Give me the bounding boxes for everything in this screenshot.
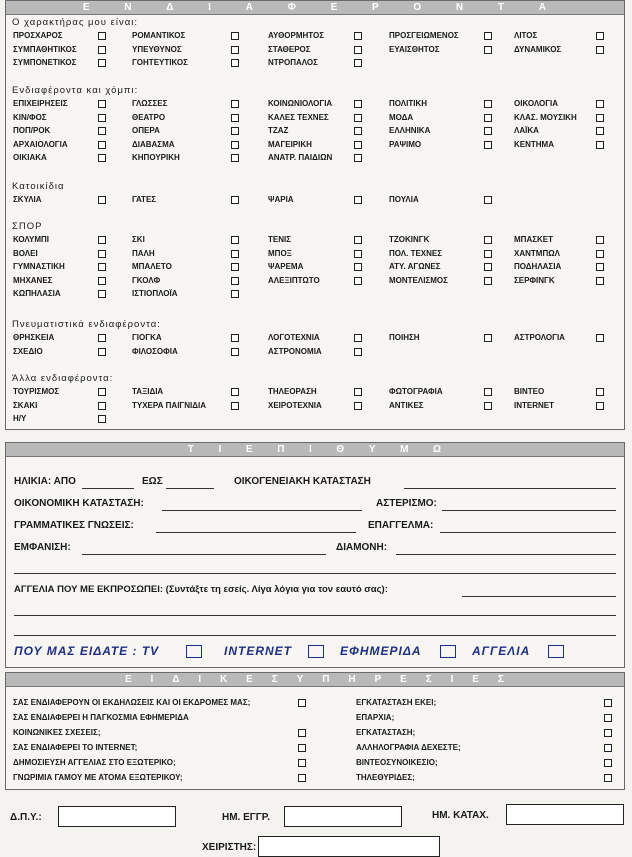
group-heading: Κατοικίδια: [12, 181, 65, 192]
services-band-letter: Ε: [246, 674, 254, 685]
interest-label: ΓΟΗΤΕΥΤΙΚΟΣ: [132, 58, 188, 67]
interest-checkbox[interactable]: [596, 46, 604, 54]
internet-checkbox[interactable]: [308, 645, 324, 658]
seeking-band-letter: Π: [277, 444, 286, 455]
interest-label: ΒΟΛΕΙ: [13, 248, 38, 258]
interest-checkbox[interactable]: [354, 59, 362, 67]
interest-label: ΚΕΝΤΗΜΑ: [514, 139, 554, 149]
handler-box[interactable]: [258, 836, 440, 857]
blank-line-1[interactable]: [14, 573, 616, 574]
interest-checkbox[interactable]: [98, 250, 106, 258]
services-band-letter: Σ: [425, 674, 433, 685]
reg-date-label: ΗΜ. ΕΓΓΡ.: [222, 812, 270, 823]
interest-checkbox[interactable]: [484, 141, 492, 149]
interest-checkbox[interactable]: [484, 127, 492, 135]
service-label: ΓΝΩΡΙΜΙΑ ΓΑΜΟΥ ΜΕ ΑΤΟΜΑ ΕΞΩΤΕΡΙΚΟΥ;: [13, 773, 183, 782]
interest-label: ΧΑΝΤΜΠΩΛ: [514, 248, 560, 258]
interest-checkbox[interactable]: [98, 114, 106, 122]
interest-checkbox[interactable]: [484, 388, 492, 396]
interest-label: ΚΟΙΝΩΝΙΟΛΟΓΙΑ: [268, 99, 333, 108]
service-label: ΤΗΛΕΘΥΡΙΔΕΣ;: [356, 773, 415, 782]
seeking-band: [6, 443, 624, 457]
residence-line[interactable]: [396, 554, 616, 555]
interest-checkbox[interactable]: [354, 32, 362, 40]
services-band-letter: Ρ: [374, 674, 383, 685]
interest-label: ΓΥΜΝΑΣΤΙΚΗ: [13, 262, 65, 271]
interest-label: ΣΧΕΔΙΟ: [13, 346, 43, 356]
interest-label: ΣΥΜΠΟΝΕΤΙΚΟΣ: [13, 58, 77, 67]
interest-checkbox[interactable]: [596, 388, 604, 396]
interest-label: ΑΝΤΙΚΕΣ: [389, 400, 424, 410]
interests-band-letter: Α: [538, 2, 547, 13]
interest-checkbox[interactable]: [98, 415, 106, 423]
interest-checkbox[interactable]: [596, 127, 604, 135]
interest-label: ΜΠΑΣΚΕΤ: [514, 235, 554, 244]
interest-checkbox[interactable]: [231, 127, 239, 135]
interest-checkbox[interactable]: [231, 290, 239, 298]
interest-checkbox[interactable]: [98, 141, 106, 149]
services-band-letter: Ι: [450, 674, 455, 685]
interest-label: ΟΙΚΟΛΟΓΙΑ: [514, 99, 559, 108]
interest-checkbox[interactable]: [354, 154, 362, 162]
interests-band-letter: Ν: [455, 2, 465, 13]
special-services-band: [6, 673, 624, 687]
seeking-band-letter: Μ: [400, 444, 410, 455]
service-checkbox[interactable]: [298, 699, 306, 707]
interests-section: [5, 0, 625, 430]
services-band-letter: Ε: [472, 674, 480, 685]
interest-label: ΕΥΑΙΣΘΗΤΟΣ: [389, 44, 440, 54]
services-band-letter: Σ: [271, 674, 279, 685]
interest-label: ΠΡΟΣΓΕΙΩΜΕΝΟΣ: [389, 31, 459, 40]
interest-label: ΜΑΓΕΙΡΙΚΗ: [268, 139, 312, 149]
interest-label: ΚΟΛΥΜΠΙ: [13, 235, 50, 244]
interest-checkbox[interactable]: [98, 154, 106, 162]
interest-checkbox[interactable]: [98, 402, 106, 410]
group-heading: ΣΠΟΡ: [12, 221, 43, 232]
interest-checkbox[interactable]: [596, 250, 604, 258]
interest-label: ΤΖΑΖ: [268, 126, 289, 135]
interest-checkbox[interactable]: [354, 114, 362, 122]
interest-checkbox[interactable]: [354, 46, 362, 54]
interest-label: ΤΕΝΙΣ: [268, 235, 292, 244]
services-band-letter: Υ: [296, 674, 305, 685]
interest-label: ΑΥΘΟΡΜΗΤΟΣ: [268, 31, 325, 40]
interest-label: ΡΑΨΙΜΟ: [389, 139, 422, 149]
interest-label: ΚΛΑΣ. ΜΟΥΣΙΚΗ: [514, 112, 577, 122]
service-label: ΣΑΣ ΕΝΔΙΑΦΕΡΕΙ Η ΠΑΓΚΟΣΜΙΑ ΕΦΗΜΕΡΙΔΑ: [13, 713, 189, 722]
seeking-band-letter: Ε: [245, 444, 254, 455]
service-label: ΕΓΚΑΤΑΣΤΑΣΗ ΕΚΕΙ;: [356, 698, 437, 707]
service-label: ΕΠΑΡΧΙΑ;: [356, 713, 395, 722]
service-checkbox[interactable]: [298, 774, 306, 782]
interest-label: ΙΣΤΙΟΠΛΟΪΑ: [132, 289, 178, 298]
interest-label: ΥΠΕΥΘΥΝΟΣ: [132, 44, 182, 54]
interest-checkbox[interactable]: [98, 388, 106, 396]
interest-checkbox[interactable]: [354, 236, 362, 244]
education-label: ΓΡΑΜΜΑΤΙΚΕΣ ΓΝΩΣΕΙΣ:: [14, 520, 134, 531]
service-checkbox[interactable]: [298, 759, 306, 767]
interest-checkbox[interactable]: [484, 100, 492, 108]
services-band-letter: Π: [322, 674, 331, 685]
service-checkbox[interactable]: [604, 744, 612, 752]
service-label: ΒΙΝΤΕΟΣΥΝΟΙΚΕΣΙΟ;: [356, 758, 438, 767]
age-to-line[interactable]: [166, 488, 214, 489]
interest-checkbox[interactable]: [484, 46, 492, 54]
interests-band-letter: Ε: [82, 2, 91, 13]
group-heading: Ενδιαφέροντα και χόμπι:: [12, 85, 139, 96]
age-to-label: ΕΩΣ: [142, 476, 163, 487]
newspaper-label: ΕΦΗΜΕΡΙΔΑ: [340, 644, 422, 658]
services-band-letter: Ι: [198, 674, 203, 685]
zodiac-line[interactable]: [442, 510, 616, 511]
special-services-section: [5, 672, 625, 790]
interest-checkbox[interactable]: [596, 100, 604, 108]
services-band-letter: Σ: [497, 674, 505, 685]
interest-checkbox[interactable]: [354, 388, 362, 396]
interest-label: ΤΖΟΚΙΝΓΚ: [389, 235, 430, 244]
interest-checkbox[interactable]: [484, 334, 492, 342]
interest-checkbox[interactable]: [231, 114, 239, 122]
interest-checkbox[interactable]: [354, 141, 362, 149]
age-from-line[interactable]: [82, 488, 134, 489]
interest-label: ΠΟΛΙΤΙΚΗ: [389, 99, 428, 108]
interest-label: ΓΚΟΛΦ: [132, 275, 161, 285]
interest-checkbox[interactable]: [98, 46, 106, 54]
interest-checkbox[interactable]: [98, 127, 106, 135]
service-label: ΔΗΜΟΣΙΕΥΣΗ ΑΓΓΕΛΙΑΣ ΣΤΟ ΕΞΩΤΕΡΙΚΟ;: [13, 758, 176, 767]
interests-band-letter: Ε: [330, 2, 339, 13]
interest-checkbox[interactable]: [231, 46, 239, 54]
interests-band: [6, 1, 624, 15]
interest-label: ΑΛΕΞΙΠΤΩΤΟ: [268, 275, 320, 285]
interest-label: ΣΚΥΛΙΑ: [13, 195, 42, 204]
ad-line-3[interactable]: [14, 635, 616, 636]
age-from-label: ΗΛΙΚΙΑ: ΑΠΟ: [14, 476, 76, 487]
interest-checkbox[interactable]: [98, 277, 106, 285]
interest-label: ΦΩΤΟΓΡΑΦΙΑ: [389, 387, 443, 396]
interest-label: ΚΗΠΟΥΡΙΚΗ: [132, 153, 180, 162]
seeking-band-letter: Υ: [368, 444, 377, 455]
interest-checkbox[interactable]: [98, 236, 106, 244]
seeking-band-letter: Τ: [187, 444, 195, 455]
seeking-section: [5, 442, 625, 668]
interest-label: ΓΛΩΣΣΕΣ: [132, 99, 168, 108]
education-line[interactable]: [156, 532, 356, 533]
service-checkbox[interactable]: [298, 729, 306, 737]
services-band-letter: Δ: [172, 674, 181, 685]
interest-label: ΑΤΥ. ΑΓΩΝΕΣ: [389, 262, 441, 271]
internet-label: INTERNET: [224, 644, 292, 658]
interest-label: ΣΕΡΦΙΝΓΚ: [514, 275, 555, 285]
interest-checkbox[interactable]: [231, 334, 239, 342]
interest-label: ΠΟΠ/ΡΟΚ: [13, 126, 51, 135]
interest-checkbox[interactable]: [354, 250, 362, 258]
interest-label: ΕΛΛΗΝΙΚΑ: [389, 126, 431, 135]
interest-checkbox[interactable]: [354, 402, 362, 410]
interests-band-letter: Τ: [497, 2, 505, 13]
entry-date-box[interactable]: [506, 804, 624, 825]
seeking-band-letter: Θ: [336, 444, 346, 455]
interest-checkbox[interactable]: [98, 334, 106, 342]
interest-checkbox[interactable]: [596, 402, 604, 410]
dpy-label: Δ.Π.Υ.:: [10, 812, 42, 823]
group-heading: Άλλα ενδιαφέροντα:: [12, 373, 114, 384]
service-label: ΕΓΚΑΤΑΣΤΑΣΗ;: [356, 728, 416, 737]
interest-label: ΨΑΡΙΑ: [268, 195, 294, 204]
group-heading: Ο χαρακτήρας μου είναι:: [12, 17, 138, 28]
reg-date-box[interactable]: [284, 806, 402, 827]
interest-checkbox[interactable]: [484, 263, 492, 271]
interest-checkbox[interactable]: [354, 348, 362, 356]
interest-label: ΑΣΤΡΟΛΟΓΙΑ: [514, 333, 565, 342]
interest-checkbox[interactable]: [484, 32, 492, 40]
interest-checkbox[interactable]: [354, 277, 362, 285]
tv-checkbox[interactable]: [186, 645, 202, 658]
appearance-label: ΕΜΦΑΝΙΣΗ:: [14, 542, 71, 553]
services-band-letter: Ι: [150, 674, 155, 685]
interest-checkbox[interactable]: [231, 348, 239, 356]
interest-label: ΒΙΝΤΕΟ: [514, 387, 545, 396]
interest-checkbox[interactable]: [231, 32, 239, 40]
service-checkbox[interactable]: [604, 759, 612, 767]
interest-checkbox[interactable]: [231, 154, 239, 162]
interests-band-letter: Α: [245, 2, 254, 13]
interest-label: ΛΟΓΟΤΕΧΝΙΑ: [268, 333, 320, 342]
interest-label: ΤΟΥΡΙΣΜΟΣ: [13, 387, 60, 396]
where-seen-label: ΠΟΥ ΜΑΣ ΕΙΔΑΤΕ : TV: [14, 644, 160, 658]
interest-checkbox[interactable]: [98, 348, 106, 356]
interest-checkbox[interactable]: [596, 277, 604, 285]
interest-checkbox[interactable]: [596, 141, 604, 149]
interest-checkbox[interactable]: [484, 250, 492, 258]
interest-label: ΣΚΙ: [132, 235, 145, 244]
interests-band-letter: Ο: [413, 2, 423, 13]
profession-line[interactable]: [440, 532, 616, 533]
interest-checkbox[interactable]: [484, 236, 492, 244]
interest-label: ΜΟΔΑ: [389, 112, 414, 122]
interest-checkbox[interactable]: [98, 290, 106, 298]
interest-checkbox[interactable]: [354, 263, 362, 271]
ad-checkbox[interactable]: [548, 645, 564, 658]
residence-label: ΔΙΑΜΟΝΗ:: [336, 542, 388, 553]
interest-label: ΑΣΤΡΟΝΟΜΙΑ: [268, 346, 322, 356]
interest-checkbox[interactable]: [231, 236, 239, 244]
service-checkbox[interactable]: [604, 699, 612, 707]
interest-checkbox[interactable]: [98, 263, 106, 271]
interest-label: ΠΟΥΛΙΑ: [389, 195, 419, 204]
handler-label: ΧΕΙΡΙΣΤΗΣ:: [202, 842, 257, 853]
interest-label: ΠΟΔΗΛΑΣΙΑ: [514, 262, 562, 271]
finance-line[interactable]: [162, 510, 362, 511]
interest-checkbox[interactable]: [354, 334, 362, 342]
interest-checkbox[interactable]: [596, 236, 604, 244]
interest-label: ΕΠΙΧΕΙΡΗΣΕΙΣ: [13, 99, 68, 108]
interest-checkbox[interactable]: [354, 127, 362, 135]
service-checkbox[interactable]: [298, 744, 306, 752]
profession-label: ΕΠΑΓΓΕΛΜΑ:: [368, 520, 434, 531]
interest-checkbox[interactable]: [231, 263, 239, 271]
interest-label: ΘΕΑΤΡΟ: [132, 112, 166, 122]
interest-label: ΑΡΧΑΙΟΛΟΓΙΑ: [13, 139, 68, 149]
interest-checkbox[interactable]: [596, 114, 604, 122]
interest-checkbox[interactable]: [596, 334, 604, 342]
interest-checkbox[interactable]: [98, 32, 106, 40]
interest-checkbox[interactable]: [231, 250, 239, 258]
interest-label: ΚΑΛΕΣ ΤΕΧΝΕΣ: [268, 112, 329, 122]
service-label: ΣΑΣ ΕΝΔΙΑΦΕΡΕΙ ΤΟ INTERNET;: [13, 743, 138, 752]
finance-label: ΟΙΚΟΝΟΜΙΚΗ ΚΑΤΑΣΤΑΣΗ:: [14, 498, 144, 509]
family-status-line[interactable]: [404, 488, 616, 489]
services-band-letter: Ε: [400, 674, 408, 685]
interest-label: ΜΗΧΑΝΕΣ: [13, 275, 53, 285]
ad-line-2[interactable]: [14, 615, 616, 616]
interests-band-letter: Δ: [166, 2, 175, 13]
interest-label: ΤΑΞΙΔΙΑ: [132, 387, 164, 396]
interest-label: ΝΤΡΟΠΑΛΟΣ: [268, 58, 318, 67]
interest-label: ΚΙΝ/ΦΟΣ: [13, 112, 47, 122]
interest-label: ΠΡΟΣΧΑΡΟΣ: [13, 31, 63, 40]
interest-checkbox[interactable]: [231, 388, 239, 396]
services-band-letter: Κ: [220, 674, 229, 685]
interest-label: ΟΠΕΡΑ: [132, 126, 160, 135]
interest-checkbox[interactable]: [354, 100, 362, 108]
interests-band-letter: Ρ: [372, 2, 380, 13]
interest-label: ΠΑΛΗ: [132, 248, 155, 258]
seeking-band-letter: Ω: [433, 444, 443, 455]
interest-checkbox[interactable]: [484, 277, 492, 285]
interest-label: ΧΕΙΡΟΤΕΧΝΙΑ: [268, 400, 322, 410]
interest-label: ΡΟΜΑΝΤΙΚΟΣ: [132, 31, 186, 40]
service-label: ΑΛΛΗΛΟΓΡΑΦΙΑ ΔΕΧΕΣΤΕ;: [356, 743, 461, 752]
interest-label: ΨΑΡΕΜΑ: [268, 262, 304, 271]
interest-checkbox[interactable]: [231, 277, 239, 285]
interest-label: ΚΩΠΗΛΑΣΙΑ: [13, 289, 61, 298]
interest-label: ΜΠΑΛΕΤΟ: [132, 262, 172, 271]
interest-label: Η/Υ: [13, 414, 27, 423]
services-band-letter: Η: [348, 674, 357, 685]
interest-checkbox[interactable]: [231, 402, 239, 410]
service-checkbox[interactable]: [604, 714, 612, 722]
family-status-label: ΟΙΚΟΓΕΝΕΙΑΚΗ ΚΑΤΑΣΤΑΣΗ: [234, 476, 371, 487]
interest-label: ΓΙΟΓΚΑ: [132, 333, 162, 342]
interests-band-letter: Ν: [124, 2, 133, 13]
interest-label: ΘΡΗΣΚΕΙΑ: [13, 333, 55, 342]
interest-checkbox[interactable]: [484, 196, 492, 204]
interest-label: ΤΥΧΕΡΑ ΠΑΙΓΝΙΔΙΑ: [132, 400, 206, 410]
newspaper-checkbox[interactable]: [440, 645, 456, 658]
interest-checkbox[interactable]: [231, 141, 239, 149]
interest-checkbox[interactable]: [596, 263, 604, 271]
interest-label: ΦΙΛΟΣΟΦΙΑ: [132, 346, 178, 356]
interest-label: ΠΟΛ. ΤΕΧΝΕΣ: [389, 248, 443, 258]
zodiac-label: ΑΣΤΕΡΙΣΜΟ:: [376, 498, 437, 509]
interest-checkbox[interactable]: [596, 32, 604, 40]
interest-label: ΤΗΛΕΟΡΑΣΗ: [268, 387, 317, 396]
interest-label: ΔΥΝΑΜΙΚΟΣ: [514, 44, 562, 54]
interest-label: ΜΟΝΤΕΛΙΣΜΟΣ: [389, 275, 448, 285]
interest-label: ΑΝΑΤΡ. ΠΑΙΔΙΩΝ: [268, 153, 333, 162]
group-heading: Πνευματιστικά ενδιαφέροντα:: [12, 319, 161, 330]
interest-checkbox[interactable]: [98, 196, 106, 204]
service-checkbox[interactable]: [604, 729, 612, 737]
interest-label: ΠΟΙΗΣΗ: [389, 333, 420, 342]
interest-label: ΟΙΚΙΑΚΑ: [13, 153, 47, 162]
interest-label: ΜΠΟΞ: [268, 248, 292, 258]
interest-label: ΔΙΑΒΑΣΜΑ: [132, 139, 175, 149]
interest-label: ΣΚΑΚΙ: [13, 400, 38, 410]
interest-checkbox[interactable]: [484, 114, 492, 122]
services-band-letter: Ε: [124, 674, 133, 685]
ad-label: ΑΓΓΕΛΙΑ ΠΟΥ ΜΕ ΕΚΠΡΟΣΩΠΕΙ: (Συντάξτε τη εσείς. Λίγα λόγια για τον εαυτό σας):: [14, 584, 388, 595]
interest-label: ΓΑΤΕΣ: [132, 195, 157, 204]
interest-checkbox[interactable]: [354, 196, 362, 204]
interest-label: ΛΑΪΚΑ: [514, 126, 539, 135]
interest-checkbox[interactable]: [231, 196, 239, 204]
interest-checkbox[interactable]: [98, 59, 106, 67]
interest-checkbox[interactable]: [484, 402, 492, 410]
service-checkbox[interactable]: [604, 774, 612, 782]
ad-line-1[interactable]: [462, 596, 616, 597]
interest-checkbox[interactable]: [231, 59, 239, 67]
interests-band-letter: Ι: [208, 2, 212, 13]
seeking-band-letter: Ι: [218, 444, 223, 455]
interest-label: ΛΙΤΟΣ: [514, 31, 538, 40]
service-label: ΚΟΙΝΩΝΙΚΕΣ ΣΧΕΣΕΙΣ;: [13, 728, 101, 737]
interest-label: ΣΤΑΘΕΡΟΣ: [268, 44, 311, 54]
interest-checkbox[interactable]: [98, 100, 106, 108]
interest-checkbox[interactable]: [231, 100, 239, 108]
ad-word-label: ΑΓΓΕΛΙΑ: [472, 644, 531, 658]
interest-label: INTERNET: [514, 400, 554, 410]
seeking-band-letter: Ι: [309, 444, 313, 455]
interests-band-letter: Φ: [287, 2, 297, 13]
appearance-line[interactable]: [82, 554, 326, 555]
entry-date-label: ΗΜ. ΚΑΤΑΧ.: [432, 810, 489, 821]
dpy-box[interactable]: [58, 806, 176, 827]
interest-label: ΣΥΜΠΑΘΗΤΙΚΟΣ: [13, 44, 77, 54]
service-label: ΣΑΣ ΕΝΔΙΑΦΕΡΟΥΝ ΟΙ ΕΚΔΗΛΩΣΕΙΣ ΚΑΙ ΟΙ ΕΚΔΡΟΜΕΣ ΜΑΣ;: [13, 698, 251, 707]
